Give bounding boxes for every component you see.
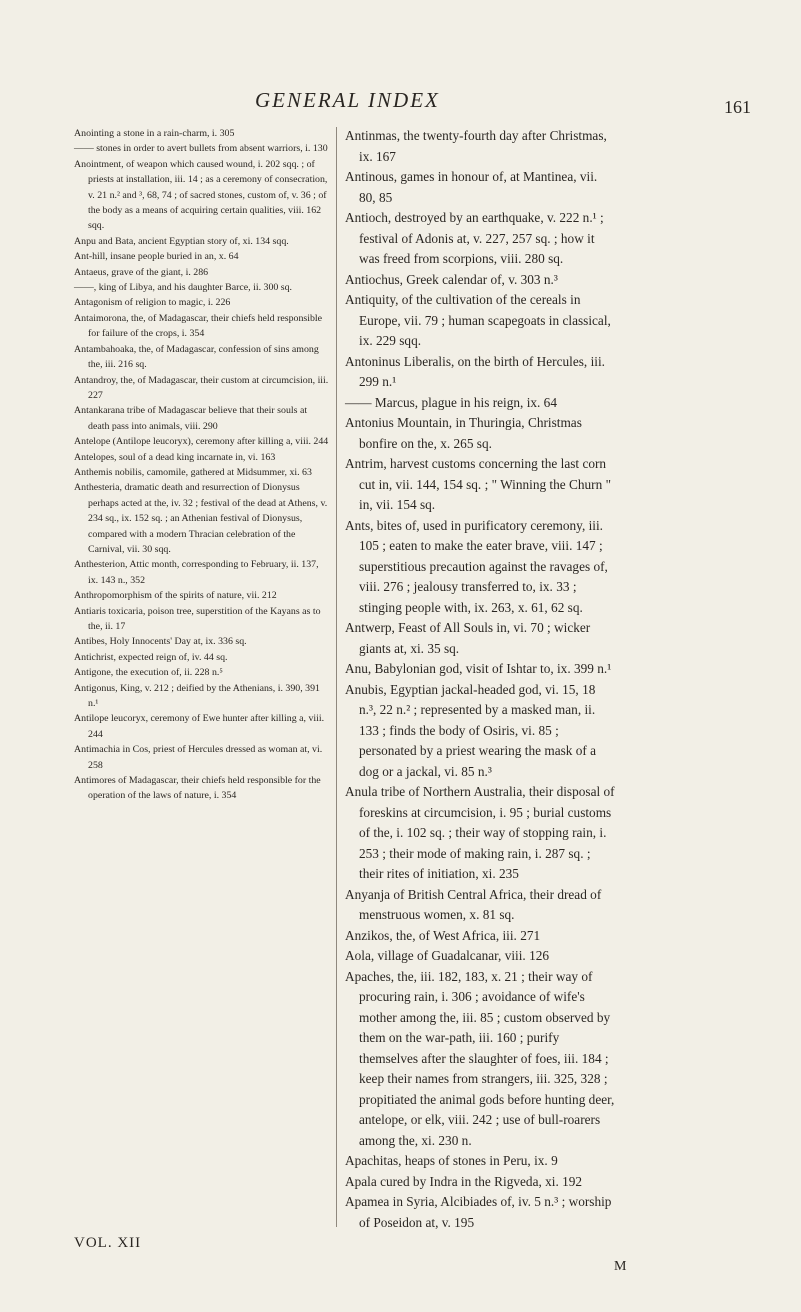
index-entry: Apamea in Syria, Alcibiades of, iv. 5 n.³ ; worship of Poseidon at, v. 195 xyxy=(345,1194,612,1230)
index-entry: Antigonus, King, v. 212 ; deified by the Athenians, i. 390, 391 n.¹ xyxy=(74,682,320,710)
index-entry: Anzikos, the, of West Africa, iii. 271 xyxy=(345,927,541,943)
index-entry: Antiaris toxicaria, poison tree, superstition of the Kayans as to the, ii. 17 xyxy=(74,605,321,632)
index-entry: Anyanja of British Central Africa, their dread of menstruous women, x. 81 sq. xyxy=(345,886,602,922)
index-entry: Antaimorona, the, of Madagascar, their chiefs held responsible for failure of the crops, i. 354 xyxy=(74,312,323,340)
index-entry: Antiochus, Greek calendar of, v. 303 n.³ xyxy=(345,271,558,287)
index-entry: Ant-hill, insane people buried in an, x. 64 xyxy=(74,251,239,263)
index-entry: Antinmas, the twenty-fourth day after Christmas, ix. 167 xyxy=(345,128,607,164)
index-entry: Ants, bites of, used in purificatory ceremony, iii. 105 ; eaten to make the eater brave, viii. 147 ; superstitious precaution against the ravages of, viii. 276 ; jealousy transferred to, ix. 33 ; stinging people with, ix. 263, x. 61, 62 sq. xyxy=(345,517,608,615)
index-entry: Antrim, harvest customs concerning the last corn cut in, vii. 144, 154 sq. ; " Winning the Churn " in, vii. 154 sq. xyxy=(345,456,611,512)
index-entry: Antoninus Liberalis, on the birth of Hercules, iii. 299 n.¹ xyxy=(345,353,605,389)
index-entry: Anthesterion, Attic month, corresponding to February, ii. 137, ix. 143 n., 352 xyxy=(74,559,319,586)
index-entry: Antibes, Holy Innocents' Day at, ix. 336 sq. xyxy=(74,636,247,648)
index-entry: Antankarana tribe of Madagascar believe that their souls at death pass into animals, viii. 290 xyxy=(74,405,308,432)
index-entry: Antonius Mountain, in Thuringia, Christmas bonfire on the, x. 265 sq. xyxy=(345,415,582,451)
index-entry: Antandroy, the, of Madagascar, their custom at circumcision, iii. 227 xyxy=(74,374,329,401)
index-entry: Anthropomorphism of the spirits of nature, vii. 212 xyxy=(74,590,277,602)
index-entry: Apachitas, heaps of stones in Peru, ix. 9 xyxy=(345,1153,558,1168)
index-entry: Anula tribe of Northern Australia, their disposal of foreskins at circumcision, i. 95 ; burial customs of the, i. 102 sq. ; their way of stopping rain, i. 253 ; their mode of making rain, i. 287 sq. ; their rites of initiation, xi. 235 xyxy=(345,784,615,881)
index-entry: Antelope (Antilope leucoryx), ceremony after killing a, viii. 244 xyxy=(74,436,329,448)
column-divider xyxy=(336,127,337,1227)
index-entry: ——, king of Libya, and his daughter Barce, ii. 300 sq. xyxy=(74,282,293,294)
index-entry: Apala cured by Indra in the Rigveda, xi. 192 xyxy=(345,1173,583,1189)
index-entry: Aola, village of Guadalcanar, viii. 126 xyxy=(345,948,550,963)
index-entry: Anthesteria, dramatic death and resurrection of Dionysus perhaps acted at the, iv. 32 ; festival of the dead at Athens, v. 234 sq., ix. 152 sq. ; an Athenian festival of Dionysus, compared with a modern Thracian celebration of the Carnival, vii. 30 sqq. xyxy=(74,482,328,555)
index-entry: Antigone, the execution of, ii. 228 n.⁵ xyxy=(74,667,223,679)
index-entry: Apaches, the, iii. 182, 183, x. 21 ; their way of procuring rain, i. 306 ; avoidance of wife's mother among the, iii. 85 ; custom observed by them on the war-path, iii. 160 ; purify themselves after the slaughter of foes, iii. 184 ; keep their names from strangers, iii. 325, 328 ; propitiated the animal gods before hunting deer, antelope, or elk, viii. 242 ; use of bull-roarers among the, xi. 230 n. xyxy=(345,968,615,1148)
index-entry: Anthemis nobilis, camomile, gathered at Midsummer, xi. 63 xyxy=(74,466,312,478)
index-entry: Antaeus, grave of the giant, i. 286 xyxy=(74,266,209,278)
index-entry: Anu, Babylonian god, visit of Ishtar to, ix. 399 n.¹ xyxy=(345,661,612,676)
index-entry: Antilope leucoryx, ceremony of Ewe hunter after killing a, viii. 244 xyxy=(74,713,325,740)
index-entry: Anubis, Egyptian jackal-headed god, vi. 15, 18 n.³, 22 n.² ; represented by a masked man, ii. 133 ; finds the body of Osiris, vi. 85 ; personated by a priest wearing the mask of a dog or a jackal, vi. 85 n.³ xyxy=(345,681,597,779)
index-entry: Antwerp, Feast of All Souls in, vi. 70 ; wicker giants at, xi. 35 sq. xyxy=(345,620,591,656)
index-entry: Anpu and Bata, ancient Egyptian story of, xi. 134 sqq. xyxy=(74,235,289,247)
index-entry: Antinous, games in honour of, at Mantinea, vii. 80, 85 xyxy=(345,169,598,205)
index-entry: Anointing a stone in a rain-charm, i. 305 xyxy=(74,128,235,139)
page-number: 161 xyxy=(724,97,751,117)
index-entry: —— Marcus, plague in his reign, ix. 64 xyxy=(345,394,557,410)
index-entry: Antichrist, expected reign of, iv. 44 sq. xyxy=(74,651,228,663)
right-index-column xyxy=(345,126,615,1312)
running-head: GENERAL INDEX xyxy=(255,88,440,112)
index-entry: Antagonism of religion to magic, i. 226 xyxy=(74,297,231,309)
index-entry: Anointment, of weapon which caused wound, i. 202 sqq. ; of priests at installation, iii. 14 ; as a ceremony of consecration, v. 21 n.² and ³, 68, 74 ; of sacred stones, custom of, v. 36 ; of the body as a means of acquiring certain qualities, viii. 162 sqq. xyxy=(74,158,328,232)
signature-mark: M xyxy=(614,1259,627,1274)
left-index-column xyxy=(74,126,330,1312)
index-entry: Antambahoaka, the, of Madagascar, confession of sins among the, iii. 216 sq. xyxy=(74,343,319,371)
index-entry: Antiquity, of the cultivation of the cereals in Europe, vii. 79 ; human scapegoats in classical, ix. 229 sqq. xyxy=(345,292,611,348)
index-entry: Antimores of Madagascar, their chiefs held responsible for the operation of the laws of nature, i. 354 xyxy=(74,775,321,802)
volume-label: VOL. XII xyxy=(74,1235,142,1251)
index-entry: Antelopes, soul of a dead king incarnate in, vi. 163 xyxy=(74,451,276,463)
index-entry: Antimachia in Cos, priest of Hercules dressed as woman at, vi. 258 xyxy=(74,744,323,771)
index-entry: —— stones in order to avert bullets from absent warriors, i. 130 xyxy=(74,143,328,155)
index-entry: Antioch, destroyed by an earthquake, v. 222 n.¹ ; festival of Adonis at, v. 227, 257 sq. ; how it was freed from scorpions, viii. 280 sq. xyxy=(345,210,604,266)
